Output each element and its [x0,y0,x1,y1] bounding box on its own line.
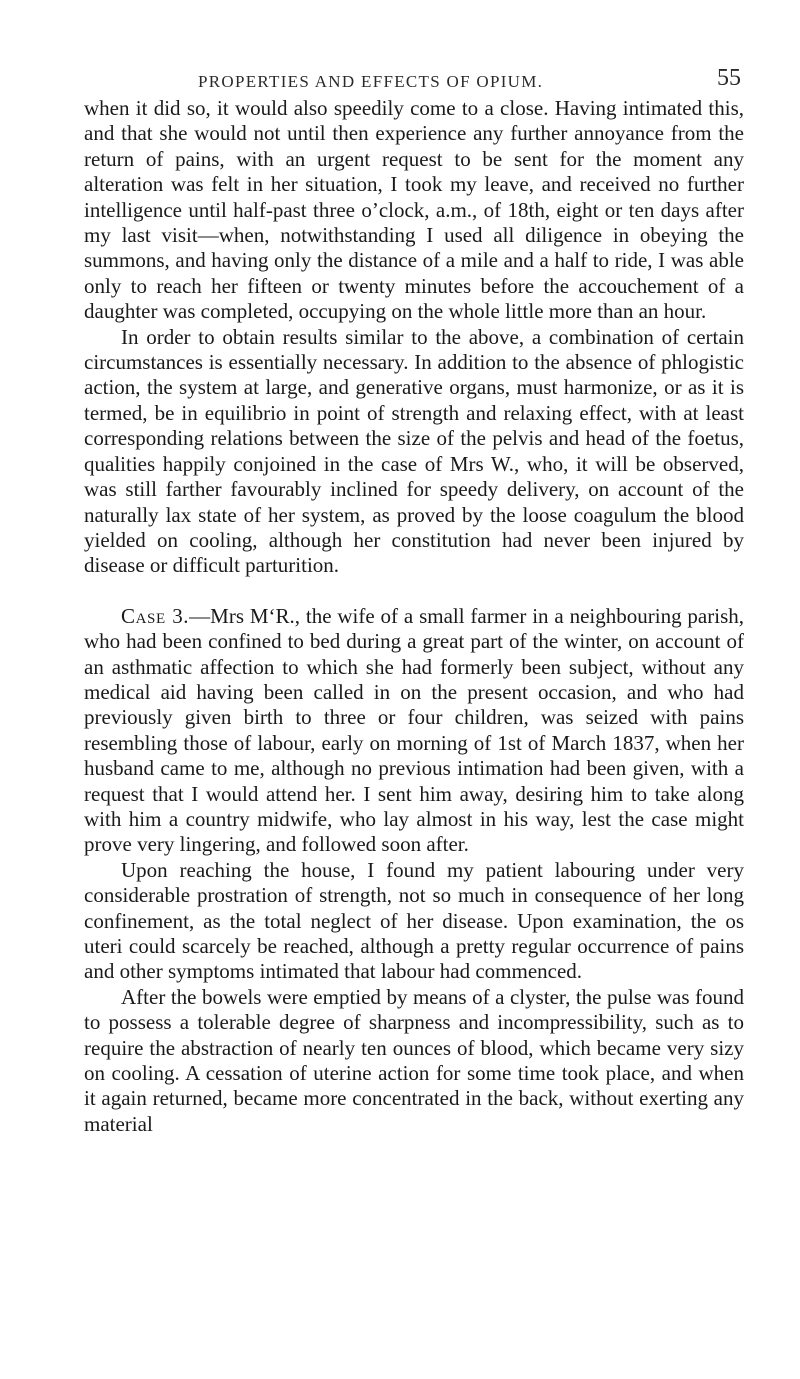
running-head [198,65,741,96]
case-text: —Mrs M‘R., the wife of a small farmer in a neighbouring parish, who had been confined to bed during a great part of the winter, on account of an asthmatic affection to which she had formerly been subject, without any medical aid having been called in on the present occasion, and who had previously given birth to three or four children, was seized with pains resembling those of labour, early on morning of 1st of March 1837, when her husband came to me, although no previous intimation had been given, with a request that I would attend her. I sent him away, desiring him to take along with him a country midwife, who lay almost in his way, lest the case might prove very lingering, and followed soon after. [84,603,744,857]
paragraph-bowels: After the bowels were emptied by means of a clyster, the pulse was found to possess a tolerable degree of sharpness and incompressibility, such as to require the abstraction of nearly ten ounces of blood, which became very sizy on cooling. A cessation of uterine action for some time took place, and when it again returned, became more concentrated in the back, without exerting any material [84,984,744,1136]
paragraph-combination: In order to obtain results similar to the above, a combination of certain circumstances is essentially necessary. In addition to the absence of phlogistic action, the system at large, and generative organs, must harmonize, or as it is termed, be in equilibrio in point of strength and relaxing effect, with at least corresponding relations between the size of the pelvis and head of the foetus, qualities happily conjoined in the case of Mrs W., who, it will be observed, was still farther favourably inclined for speedy delivery, on account of the naturally lax state of her system, as proved by the loose coagulum the blood yielded on cooling, although her constitution had never been injured by disease or difficult parturition. [84,324,744,578]
body-text [84,96,744,1137]
paragraph-continuation: when it did so, it would also speedily come to a close. Having intimated this, and that she would not until then experience any further annoyance from the return of pains, with an urgent request to be sent for the moment any alteration was felt in her situation, I took my leave, and received no further intelligence until half-past three o’clock, a.m., of 18th, eight or ten days after my last visit—when, notwithstanding I used all diligence in obeying the summons, and having only the distance of a mile and a half to ride, I was able only to reach her fifteen or twenty minutes before the accouchement of a daughter was completed, occupying on the whole little more than an hour. [84,96,744,324]
paragraph-reaching-house: Upon reaching the house, I found my patient labouring under very considerable prostration of strength, not so much in consequence of her long confinement, as the total neglect of her disease. Upon examination, the os uteri could scarcely be reached, although a pretty regular occurrence of pains and other symptoms intimated that labour had commenced. [84,857,744,984]
case-label: Case 3. [121,603,190,628]
paragraph-case-3 [84,604,744,858]
page-number: 55 [717,65,741,91]
running-title: PROPERTIES AND EFFECTS OF OPIUM. [198,72,544,91]
